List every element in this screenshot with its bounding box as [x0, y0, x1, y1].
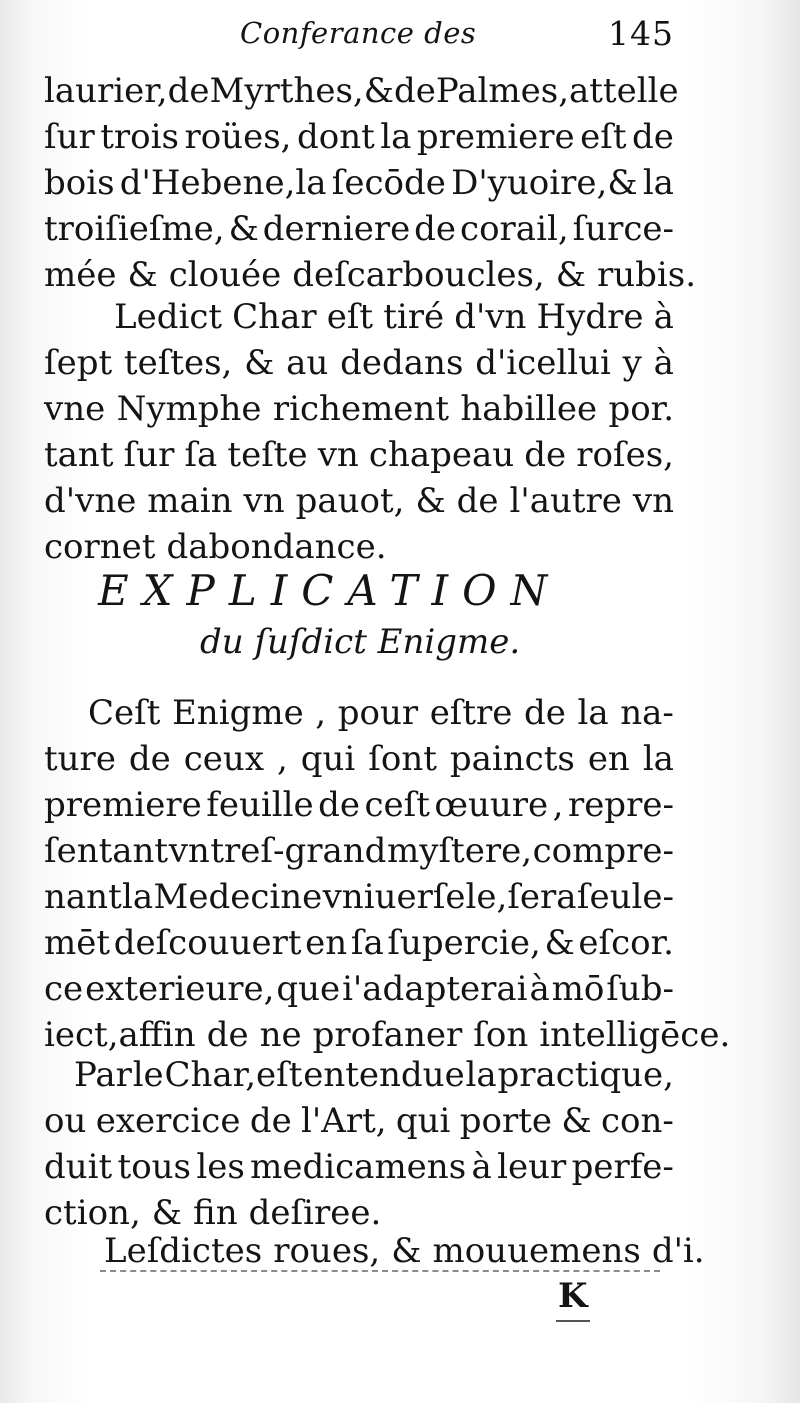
text-line: ction, & fin deſiree. [44, 1193, 382, 1233]
text-line: bois d'Hebene,la ſecōde D'yuoire,& la [44, 163, 674, 203]
text-line: ſept teſtes, & au dedans d'icellui y à [44, 343, 674, 383]
text-line: iect,affin de ne profaner ſon intelligēce. [44, 1015, 731, 1055]
text-line: tant ſur ſa teſte vn chapeau de roſes, [44, 435, 674, 475]
signature-underline [556, 1320, 590, 1322]
text-line: ſur trois roües, dont la premiere eſt de [44, 117, 674, 157]
text-line: ce exterieure, que i'adapterai à mō ſub- [44, 969, 674, 1009]
page-header [40, 14, 680, 58]
text-line: vne Nymphe richement habillee por. [44, 389, 674, 429]
section-subtitle: du ſuſdict Enigme. [200, 622, 521, 662]
text-line: nant la Medecine vniuerſele,ſera ſeule- [44, 877, 674, 917]
text-line: troiſieſme, & derniere de corail, ſurce- [44, 209, 674, 249]
section-title: EXPLICATION [98, 566, 562, 615]
text-line: Par le Char,eſt entendue la practique, [74, 1055, 674, 1095]
text-line: ſentant vn treſ-grand myſtere, compre- [44, 831, 674, 871]
text-line: Ledict Char eſt tiré d'vn Hydre à [114, 297, 674, 337]
running-head: Conferance des [240, 16, 477, 50]
text-line: premiere feuille de ceſt œuure , repre- [44, 785, 674, 825]
text-line: laurier,de Myrthes,& de Palmes,attelle [44, 71, 679, 111]
text-line: cornet dabondance. [44, 527, 387, 567]
text-line: ture de ceux , qui ſont paincts en la [44, 739, 674, 779]
text-line: duit tous les medicamens à leur perfe- [44, 1147, 674, 1187]
page-number: 145 [608, 14, 674, 53]
text-line: Leſdictes roues, & mouuemens d'i. [104, 1231, 705, 1271]
text-line: d'vne main vn pauot, & de l'autre vn [44, 481, 674, 521]
text-line: mée & clouée deſcarboucles, & rubis. [44, 255, 697, 295]
signature-mark: K [558, 1276, 588, 1316]
text-line: ou exercice de l'Art, qui porte & con- [44, 1101, 674, 1141]
text-line: Ceſt Enigme , pour eſtre de la na- [88, 693, 674, 733]
text-line: mēt deſcouuert en ſa ſupercie, & eſcor. [44, 923, 674, 963]
catchword-underline [100, 1270, 660, 1272]
